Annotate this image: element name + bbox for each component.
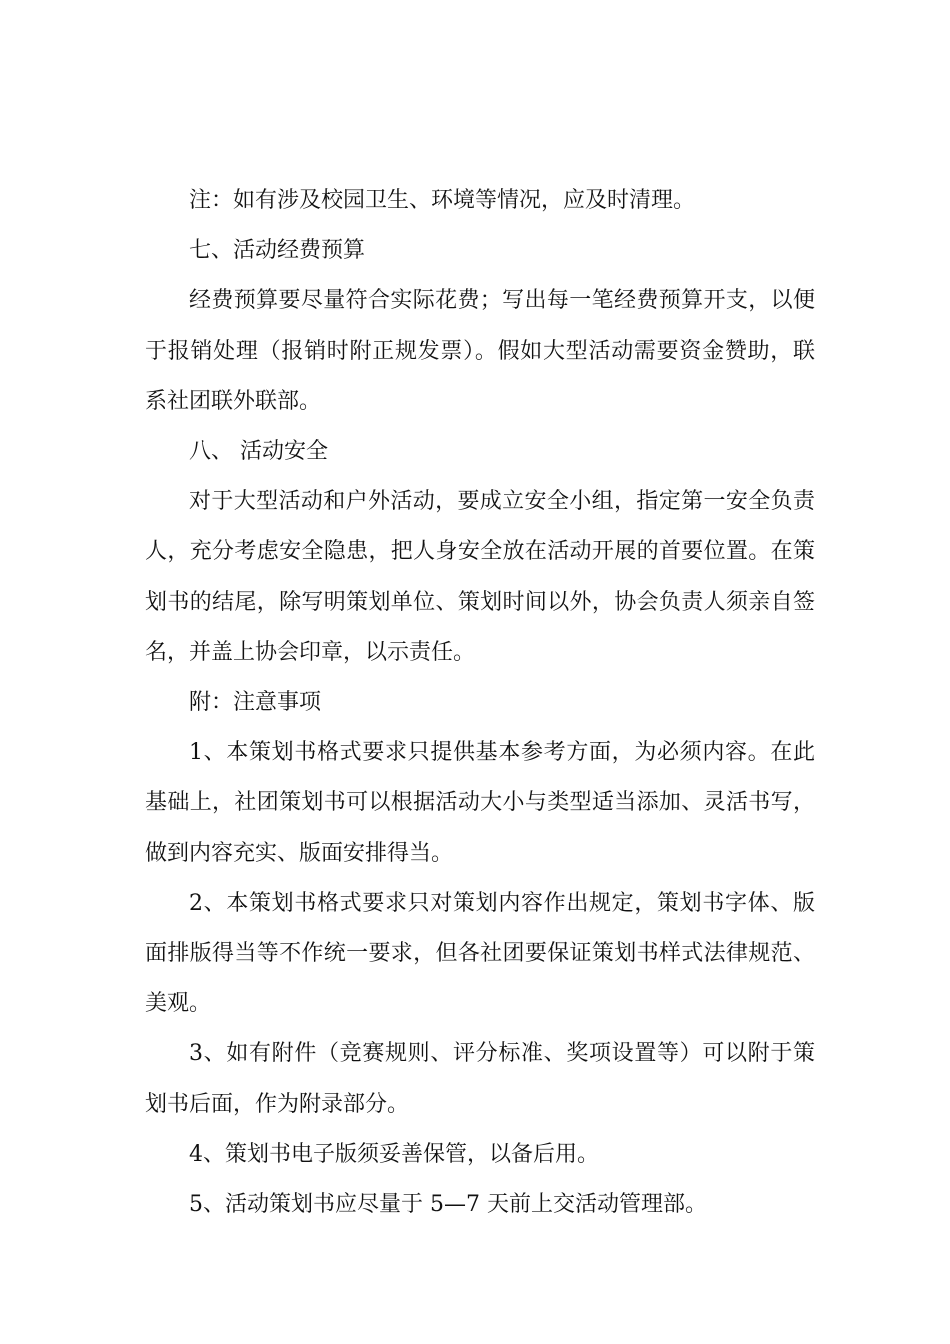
safety-paragraph: 对于大型活动和户外活动，要成立安全小组，指定第一安全负责人，充分考虑安全隐患，把人身安全放在活动开展的首要位置。在策划书的结尾，除写明策划单位、策划时间以外，协会负责人须亲自签名，并盖上协会印章，以示责任。 — [145, 489, 815, 665]
appendix-item-5: 5、活动策划书应尽量于 5—7 天前上交活动管理部。 — [189, 1192, 707, 1218]
appendix-item-3: 3、如有附件（竞赛规则、评分标准、奖项设置等）可以附于策划书后面，作为附录部分。 — [145, 1041, 815, 1117]
appendix-item-1: 1、本策划书格式要求只提供基本参考方面，为必须内容。在此基础上，社团策划书可以根据活动大小与类型适当添加、灵活书写，做到内容充实、版面安排得当。 — [145, 740, 815, 866]
note-paragraph: 注：如有涉及校园卫生、环境等情况，应及时清理。 — [189, 188, 696, 213]
section-heading-safety: 八、 活动安全 — [189, 439, 328, 465]
section-heading-budget: 七、活动经费预算 — [189, 238, 366, 264]
appendix-item-4: 4、策划书电子版须妥善保管，以备后用。 — [189, 1141, 599, 1167]
appendix-item-2: 2、本策划书格式要求只对策划内容作出规定，策划书字体、版面排版得当等不作统一要求，但各社团要保证策划书样式法律规范、美观。 — [145, 890, 815, 1017]
document-body — [145, 176, 815, 1230]
budget-paragraph: 经费预算要尽量符合实际花费；写出每一笔经费预算开支，以便于报销处理（报销时附正规发票）。假如大型活动需要资金赞助，联系社团联外联部。 — [145, 288, 815, 414]
appendix-heading: 附：注意事项 — [189, 690, 322, 716]
